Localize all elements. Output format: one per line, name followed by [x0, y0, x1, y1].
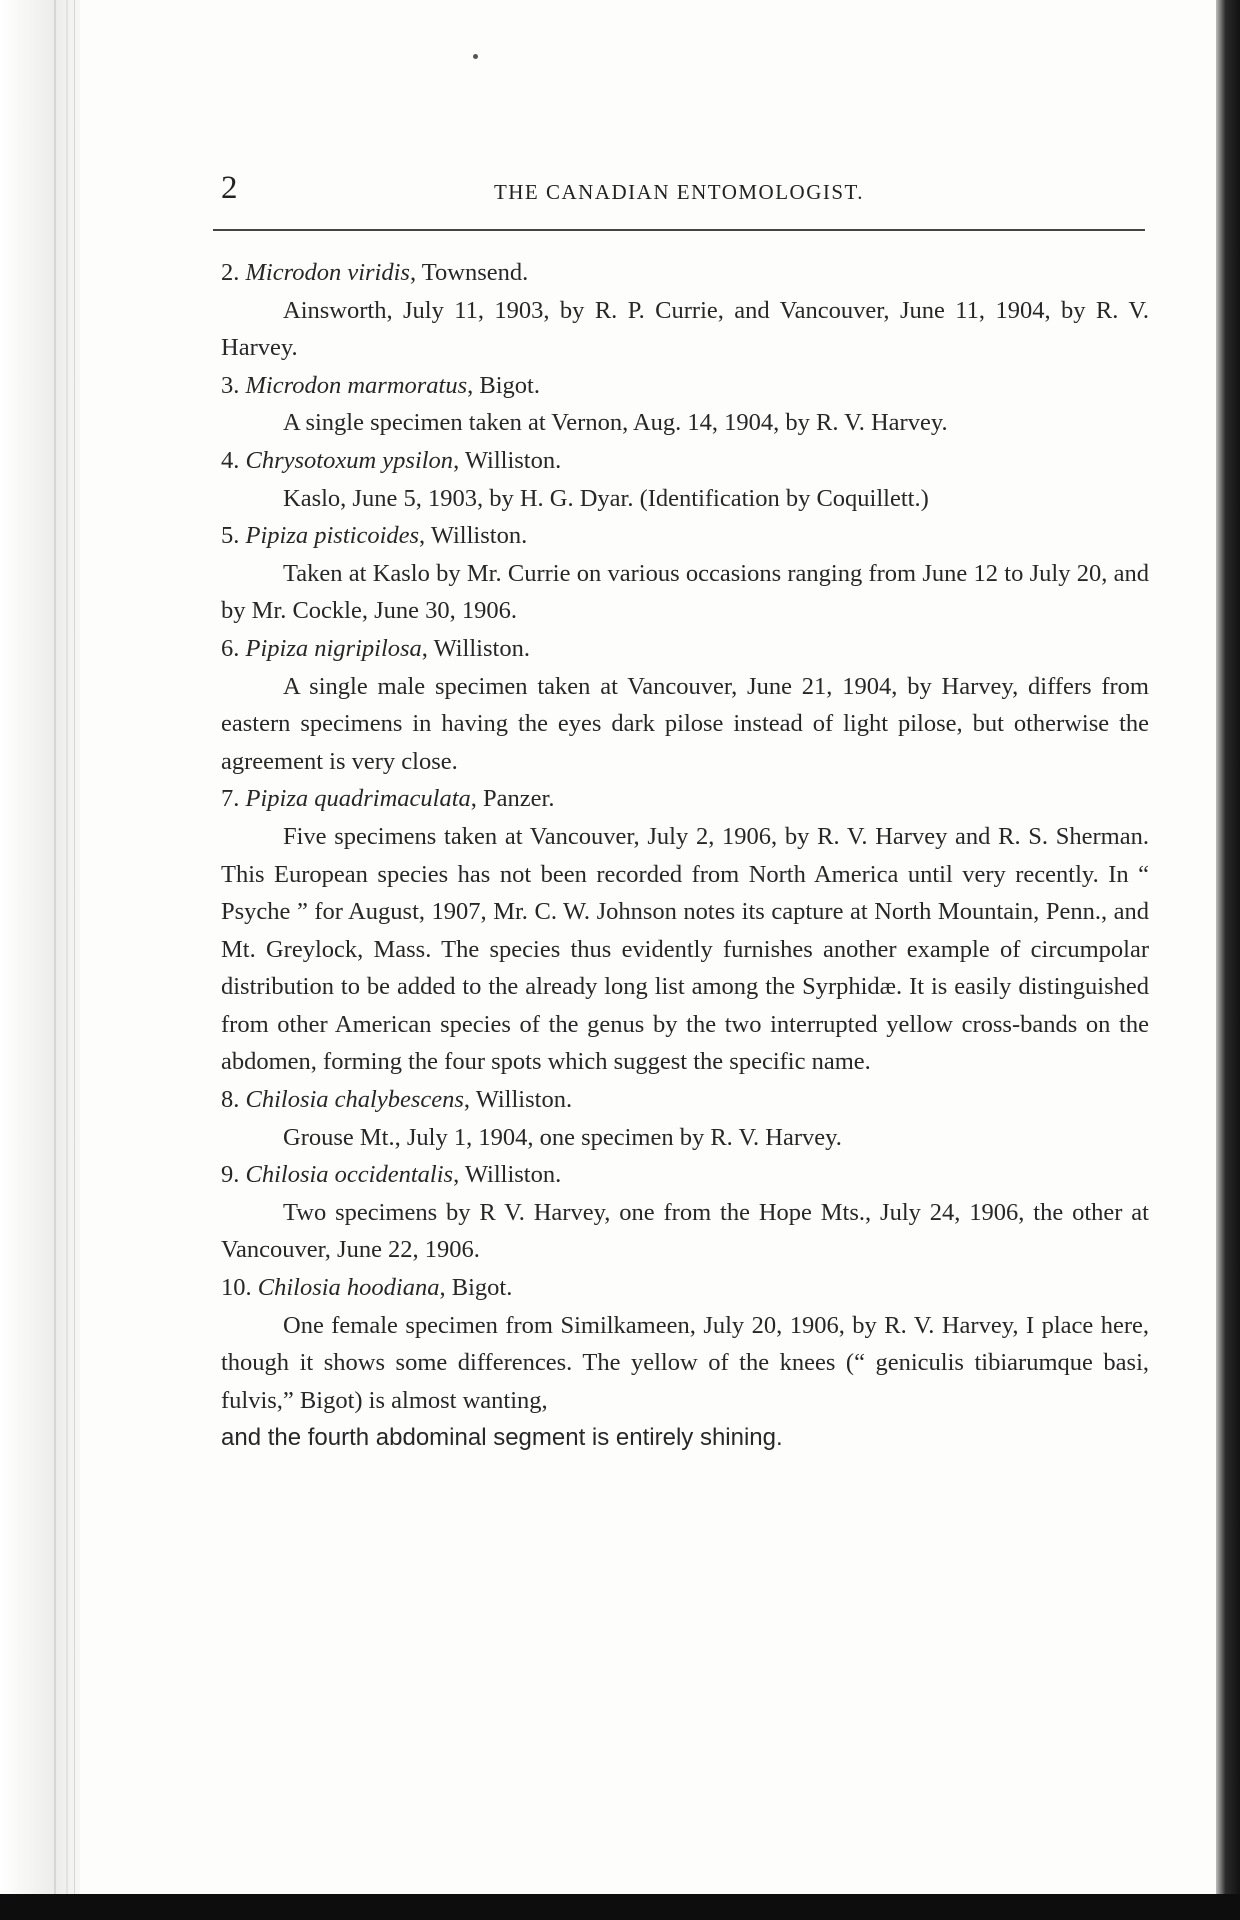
species-author: Bigot.	[451, 1274, 513, 1302]
entry-heading: 3. Microdon marmoratus, Bigot.	[221, 371, 540, 399]
entry-text: A single male specimen taken at Vancouver, June 21, 1904, by Harvey, differs from eastern specimens in having the eyes dark pilose instead of light pilose, but otherwise the agreement is very close.	[221, 672, 1149, 775]
ink-speck	[473, 54, 478, 59]
entry-heading: 4. Chrysotoxum ypsilon, Williston.	[221, 446, 562, 474]
species-author: Panzer.	[483, 785, 555, 813]
entry-heading: 8. Chilosia chalybescens, Williston.	[221, 1086, 573, 1114]
species-name: Chrysotoxum ypsilon	[245, 446, 454, 474]
species-author: Townsend.	[421, 259, 529, 286]
entry-text-end: and the fourth abdominal segment is entirely shining.	[221, 1424, 783, 1452]
page-bottom-edge	[0, 1894, 1240, 1920]
article-body	[221, 254, 1149, 1457]
binding-shadow	[0, 0, 80, 1920]
entry-heading: 2. Microdon viridis, Townsend.	[221, 259, 529, 286]
entry-text: Ainsworth, July 11, 1903, by R. P. Currie, and Vancouver, June 11, 1904, by R. V. Harvey.	[221, 296, 1149, 362]
page-header	[213, 170, 1145, 210]
species-author: Williston.	[464, 446, 562, 474]
species-name: Pipiza pisticoides	[245, 522, 420, 550]
entry-heading: 6. Pipiza nigripilosa, Williston.	[221, 634, 530, 662]
entry-text: Taken at Kaslo by Mr. Currie on various occasions ranging from June 12 to July 20, and by Mr. Cockle, June 30, 1906.	[221, 559, 1149, 625]
binding-line	[74, 0, 75, 1920]
species-name: Pipiza quadrimaculata	[245, 785, 471, 813]
species-author: Williston.	[475, 1086, 573, 1114]
entry-heading: 9. Chilosia occidentalis, Williston.	[221, 1161, 562, 1189]
species-author: Williston.	[430, 522, 528, 550]
entry-heading: 10. Chilosia hoodiana, Bigot.	[221, 1274, 513, 1302]
entry-heading: 7. Pipiza quadrimaculata, Panzer.	[221, 785, 555, 813]
binding-line	[54, 0, 56, 1920]
species-name: Microdon viridis	[245, 259, 410, 286]
entry-text: Five specimens taken at Vancouver, July 2, 1906, by R. V. Harvey and R. S. Sherman. This European species has not been recorded from North America until very recently. In “ Psyche ” for August, 1907, Mr. C. W. Johnson notes its capture at North Mountain, Penn., and Mt. Greylock, Mass. The species thus evidently furnishes another example of circumpolar distribution to be added to the already long list among the Syrphidæ. It is easily distinguished from other American species of the genus by the two interrupted yellow cross-bands on the abdomen, forming the four spots which suggest the specific name.	[221, 822, 1149, 1076]
running-title: THE CANADIAN ENTOMOLOGIST.	[493, 180, 865, 204]
species-name: Chilosia hoodiana	[257, 1274, 440, 1302]
entry-heading: 5. Pipiza pisticoides, Williston.	[221, 522, 528, 550]
header-rule	[213, 229, 1145, 231]
entry-text: Two specimens by R V. Harvey, one from the Hope Mts., July 24, 1906, the other at Vancouver, June 22, 1906.	[221, 1198, 1149, 1264]
species-author: Williston.	[464, 1161, 562, 1189]
species-name: Chilosia chalybescens	[245, 1086, 464, 1114]
page-edge-shadow	[1216, 0, 1240, 1920]
species-name: Chilosia occidentalis	[245, 1161, 454, 1189]
species-name: Pipiza nigripilosa	[245, 634, 422, 662]
species-author: Bigot.	[479, 371, 540, 399]
entry-text: Kaslo, June 5, 1903, by H. G. Dyar. (Identification by Coquillett.)	[283, 484, 929, 512]
entry-text: One female specimen from Similkameen, July 20, 1906, by R. V. Harvey, I place here, though it shows some differences. The yellow of the knees (“ geniculis tibiarumque basi, fulvis,” Bigot) is almost wanting, and the fourth abdominal segment is entirely shining.	[221, 1311, 1149, 1452]
entry-text: A single specimen taken at Vernon, Aug. 14, 1904, by R. V. Harvey.	[283, 409, 948, 437]
page-number: 2	[221, 170, 238, 206]
binding-line	[66, 0, 68, 1920]
species-name: Microdon marmoratus	[245, 371, 468, 399]
entry-text: Grouse Mt., July 1, 1904, one specimen by R. V. Harvey.	[283, 1123, 842, 1151]
species-author: Williston.	[433, 634, 530, 662]
